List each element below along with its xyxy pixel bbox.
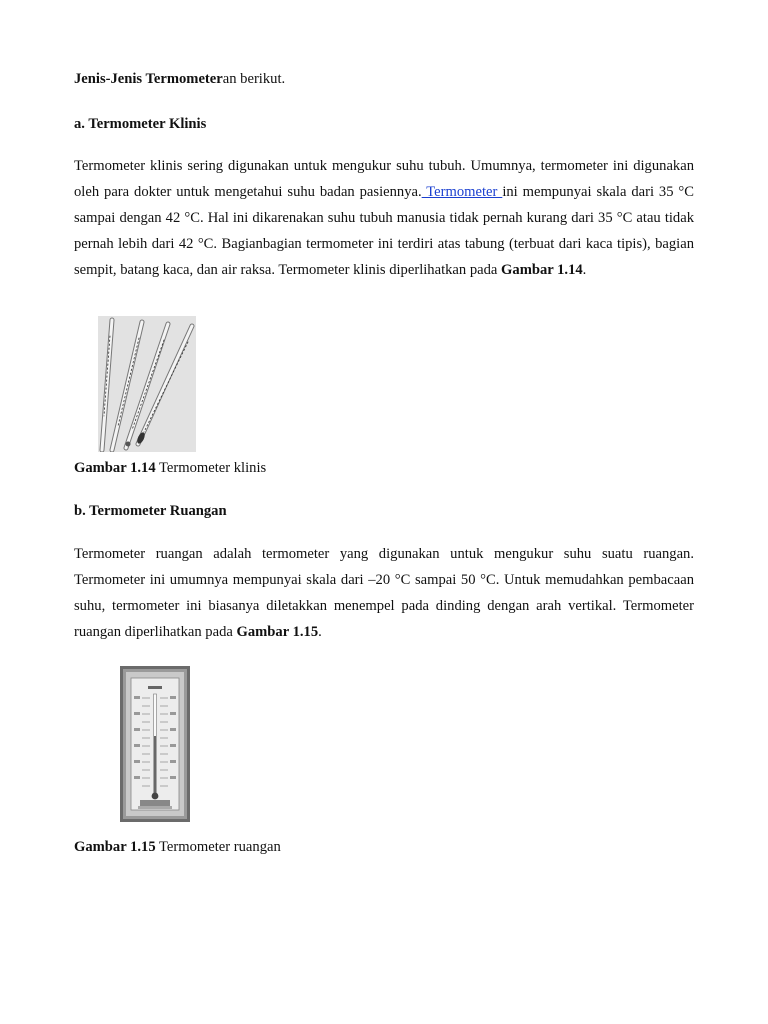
caption-2-bold: Gambar 1.15 xyxy=(74,839,156,855)
room-thermometer-image xyxy=(120,666,190,822)
intro-title-bold: Jenis-Jenis Termometer xyxy=(74,71,223,87)
section-a-paragraph xyxy=(74,153,694,283)
caption-1-bold: Gambar 1.14 xyxy=(74,460,156,476)
section-b-text-end: . xyxy=(318,624,322,640)
figure-1-15-caption xyxy=(74,834,281,860)
caption-1-text: Termometer klinis xyxy=(155,460,267,476)
section-a-heading: a. Termometer Klinis xyxy=(74,116,207,132)
section-a-text-end: . xyxy=(582,262,587,278)
section-b-paragraph xyxy=(74,541,694,645)
section-a-text-1: Termometer klinis sering digunakan untuk mengukur suhu tubuh. Umumnya, termometer ini digunakan oleh para dokter untuk mengetahui suhu badan pasiennya. xyxy=(74,158,694,200)
intro-title-rest: an berikut. xyxy=(222,71,286,87)
figure-1-14-caption xyxy=(74,455,266,481)
intro-line xyxy=(74,66,285,92)
section-b-figure-ref: Gambar 1.15 xyxy=(236,624,319,640)
section-b-heading: b. Termometer Ruangan xyxy=(74,503,227,519)
section-a-figure-ref: Gambar 1.14 xyxy=(501,262,583,278)
caption-2-text: Termometer ruangan xyxy=(155,839,281,855)
termometer-link[interactable]: Termometer xyxy=(421,184,503,200)
clinical-thermometers-image xyxy=(98,316,196,452)
section-a-text-2: ini mempunyai skala dari 35 °C sampai dengan 42 °C. Hal ini dikarenakan suhu tubuh manusia tidak pernah kurang dari 35 °C atau tidak pernah lebih dari 42 °C. Bagianbagian termometer ini terdiri atas tabung (terbuat dari kaca tipis), bagian sempit, batang kaca, dan air raksa. Termometer klinis diperlihatkan pada xyxy=(74,184,695,278)
section-b-text-1: Termometer ruangan adalah termometer yang digunakan untuk mengukur suhu suatu ruangan. Termometer ini umumnya mempunyai skala dari –20 °C sampai 50 °C. Untuk memudahkan pembacaan suhu, termometer ini biasanya diletakkan menempel pada dinding dengan arah vertikal. Termometer ruangan diperlihatkan pada xyxy=(74,546,694,640)
